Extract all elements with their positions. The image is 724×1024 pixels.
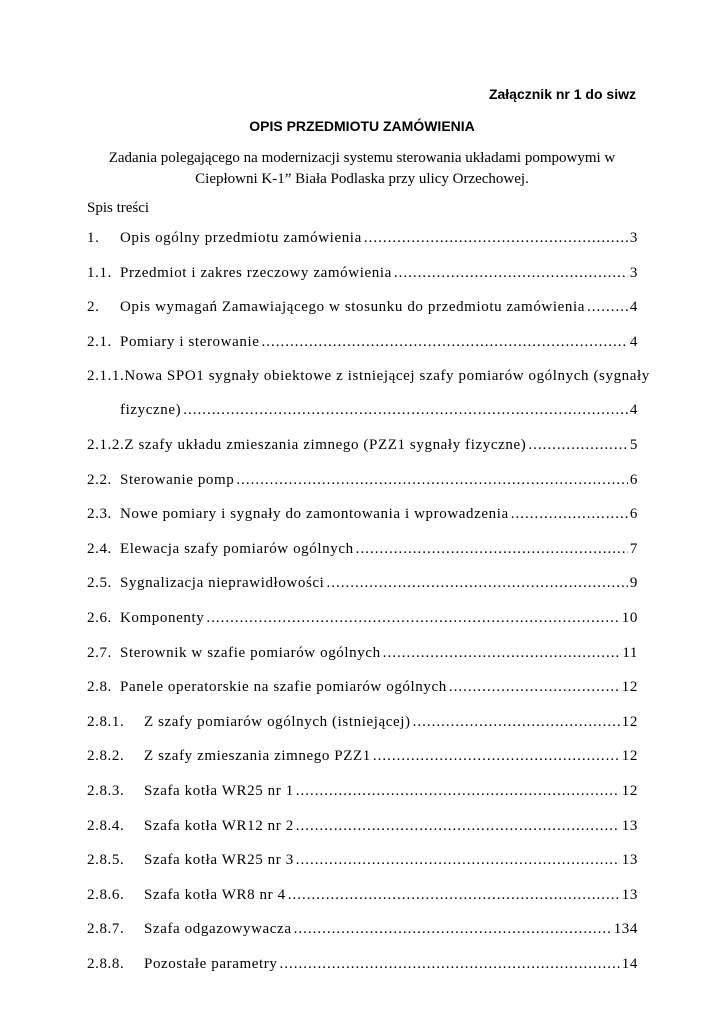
toc-entry-page: 12 (621, 679, 638, 696)
toc-entry-number: 1. (87, 230, 100, 246)
toc-entry-page: 4 (629, 299, 638, 316)
toc-entry[interactable] (87, 714, 638, 737)
toc-entry[interactable] (87, 472, 638, 495)
toc-entry-number: 2.8.8. (87, 955, 125, 972)
toc-entry-page: 10 (621, 609, 638, 626)
toc-entry-number: 1.1. (87, 264, 112, 281)
toc-entry-number: 2.8.6. (87, 886, 125, 903)
toc-dot-leader (364, 230, 628, 247)
toc-entry-title: Pomiary i sterowanie (120, 333, 260, 350)
toc-entry-title-line-1: Nowa SPO1 sygnały obiektowe z istniejącej szafy pomiarów ogólnych (sygnały (124, 368, 650, 385)
toc-entry[interactable] (87, 299, 638, 322)
toc-entry[interactable] (87, 818, 638, 841)
toc-entry-title: Sterownik w szafie pomiarów ogólnych (120, 644, 381, 661)
toc-entry-title: Sterowanie pomp (120, 471, 235, 488)
toc-entry[interactable] (87, 541, 638, 564)
toc-entry[interactable] (87, 368, 650, 425)
toc-entry-number: 2.6. (87, 609, 112, 626)
toc-dot-leader (296, 818, 620, 835)
toc-entry-page: 12 (621, 713, 638, 730)
toc-entry-page: 7 (629, 540, 638, 557)
toc-entry-page: 12 (621, 782, 638, 799)
toc-entry[interactable] (87, 783, 638, 806)
toc-entry-title: Opis wymagań Zamawiającego w stosunku do przedmiotu zamówienia (120, 299, 585, 316)
toc-entry-page: 3 (629, 264, 638, 281)
toc-entry[interactable] (87, 334, 638, 357)
toc-dot-leader (356, 541, 628, 558)
toc-dot-leader (326, 575, 627, 592)
toc-entry-title: Elewacja szafy pomiarów ogólnych (120, 540, 354, 557)
toc-dot-leader (294, 921, 612, 938)
toc-entry-first-line (87, 368, 650, 391)
toc-entry[interactable] (87, 645, 638, 668)
toc-entry[interactable] (87, 679, 638, 702)
toc-entry-number: 2.7. (87, 644, 112, 661)
toc-entry[interactable] (87, 506, 638, 529)
toc-entry[interactable] (87, 575, 638, 598)
toc-entry-page: 13 (621, 852, 638, 869)
toc-entry-title: Szafa kotła WR12 nr 2 (144, 817, 294, 834)
document-title: OPIS PRZEDMIOTU ZAMÓWIENIA (249, 118, 475, 134)
table-of-contents (87, 230, 650, 990)
toc-entry[interactable] (87, 230, 638, 253)
toc-entry[interactable] (87, 921, 638, 944)
toc-entry-title: Z szafy układu zmieszania zimnego (PZZ1 sygnały fizyczne) (124, 436, 527, 453)
toc-entry-page: 4 (629, 402, 638, 419)
toc-entry-title: Szafa kotła WR25 nr 3 (144, 852, 294, 869)
toc-entry-number: 2.3. (87, 506, 112, 523)
toc-entry-number: 2.8. (87, 679, 112, 696)
toc-dot-leader (236, 472, 627, 489)
toc-dot-leader (261, 334, 627, 351)
subject-line-2: Ciepłowni K-1” Biała Podlaska przy ulicy Orzechowej. (195, 171, 529, 187)
subject-line-1: Zadania polegającego na modernizacji systemu sterowania układami pompowymi w (108, 150, 616, 166)
toc-entry-page: 14 (621, 955, 638, 972)
toc-dot-leader (279, 956, 619, 973)
toc-entry-title: Pozostałe parametry (144, 955, 278, 972)
toc-entry-number: 2.8.2. (87, 748, 125, 765)
toc-dot-leader (383, 645, 621, 662)
toc-entry-number: 2.1. (87, 333, 112, 350)
toc-entry-title: Szafa odgazowywacza (144, 921, 292, 938)
toc-entry-page: 6 (629, 471, 638, 488)
toc-entry-page: 13 (621, 886, 638, 903)
toc-entry-page: 6 (629, 506, 638, 523)
toc-entry-title: Sygnalizacja nieprawidłowości (120, 575, 325, 592)
annex-label: Załącznik nr 1 do siwz (488, 86, 636, 102)
toc-entry-title-line-2: fizyczne) (120, 402, 182, 419)
toc-entry[interactable] (87, 887, 638, 910)
toc-entry-title: Nowe pomiary i sygnały do zamontowania i wprowadzenia (120, 506, 509, 523)
toc-dot-leader (296, 852, 620, 869)
toc-entry-second-line (87, 402, 638, 425)
toc-entry[interactable] (87, 956, 638, 979)
toc-entry-title: Opis ogólny przedmiotu zamówienia (120, 230, 362, 246)
toc-entry-page: 12 (621, 748, 638, 765)
toc-dot-leader (183, 402, 628, 419)
subject-description (80, 148, 644, 190)
toc-dot-leader (373, 748, 620, 765)
toc-entry-title: Szafa kotła WR25 nr 1 (144, 782, 294, 799)
toc-dot-leader (528, 437, 628, 454)
toc-entry[interactable] (87, 265, 638, 288)
toc-entry-title: Przedmiot i zakres rzeczowy zamówienia (120, 264, 392, 281)
toc-entry-number: 2.8.5. (87, 852, 125, 869)
toc-entry[interactable] (87, 437, 638, 460)
toc-entry[interactable] (87, 852, 638, 875)
toc-dot-leader (288, 887, 620, 904)
toc-entry-number: 2. (87, 299, 100, 316)
toc-entry-page: 3 (629, 230, 638, 246)
toc-entry-number: 2.1.1. (87, 368, 125, 385)
toc-entry-number: 2.8.1. (87, 713, 125, 730)
toc-entry-title: Z szafy zmieszania zimnego PZZ1 (144, 748, 371, 765)
toc-entry-page: 9 (629, 575, 638, 592)
toc-entry-page: 134 (613, 921, 638, 938)
toc-entry[interactable] (87, 610, 638, 633)
toc-dot-leader (511, 506, 628, 523)
toc-entry-number: 2.4. (87, 540, 112, 557)
toc-dot-leader (394, 265, 628, 282)
toc-entry-number: 2.8.4. (87, 817, 125, 834)
toc-entry-title: Z szafy pomiarów ogólnych (istniejącej) (144, 713, 411, 730)
toc-entry-page: 4 (629, 333, 638, 350)
toc-dot-leader (449, 679, 620, 696)
toc-entry-title: Komponenty (120, 609, 205, 626)
toc-entry-title: Szafa kotła WR8 nr 4 (144, 886, 286, 903)
toc-entry-number: 2.2. (87, 471, 112, 488)
toc-entry-number: 2.5. (87, 575, 112, 592)
toc-entry-title: Panele operatorskie na szafie pomiarów ogólnych (120, 679, 447, 696)
toc-entry-page: 5 (629, 436, 638, 453)
toc-entry-number: 2.8.7. (87, 921, 125, 938)
toc-dot-leader (296, 783, 620, 800)
toc-dot-leader (206, 610, 619, 627)
toc-dot-leader (587, 299, 628, 316)
toc-dot-leader (413, 714, 620, 731)
toc-entry[interactable] (87, 748, 638, 771)
toc-entry-page: 13 (621, 817, 638, 834)
toc-entry-number: 2.1.2. (87, 436, 125, 453)
toc-heading: Spis treści (87, 200, 150, 216)
toc-entry-number: 2.8.3. (87, 782, 125, 799)
toc-entry-page: 11 (622, 644, 638, 661)
